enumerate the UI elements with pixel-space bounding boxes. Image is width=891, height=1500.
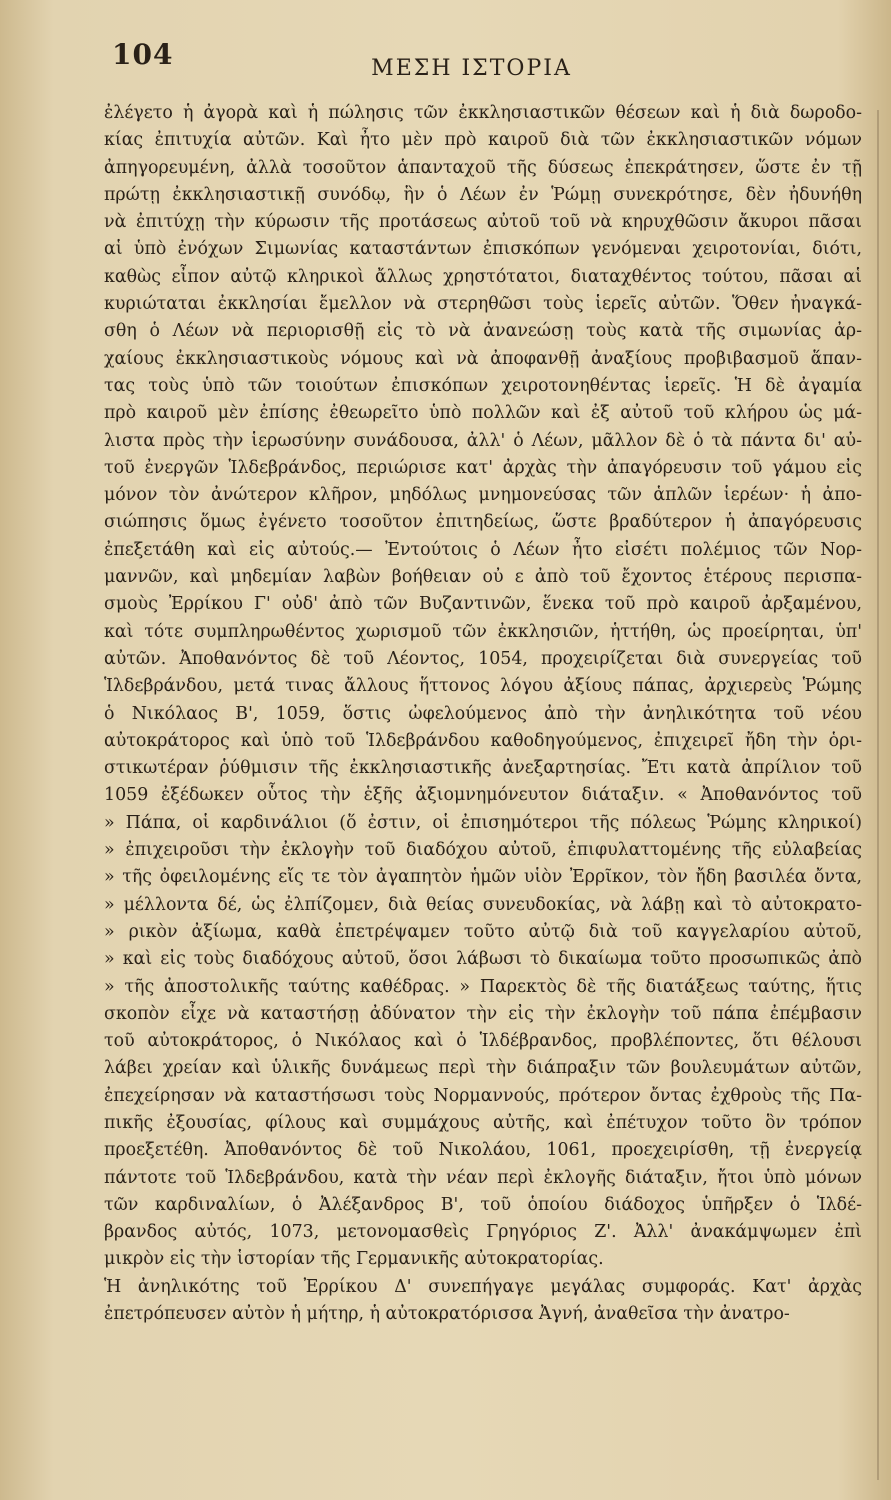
text-line: σκοπὸν εἶχε νὰ καταστήσῃ ἀδύνατον τὴν εἰς τὴν ἐκλογὴν τοῦ πάπα ἐπέμβασιν [104, 1003, 862, 1024]
text-line: Ἱλδεβράνδου, μετά τινας ἄλλους ἥττονος λόγου ἀξίους πάπας, ἀρχιερεὺς Ῥώμης [104, 676, 862, 697]
text-line: μαννῶν, καὶ μηδεμίαν λαβὼν βοήθειαν οὐ ε ἀπὸ τοῦ ἔχοντος ἑτέρους περισπα- [104, 567, 862, 588]
text-line: αὐτοκράτορος καὶ ὑπὸ τοῦ Ἱλδεβράνδου καθοδηγούμενος, ἐπιχειρεῖ ἤδη τὴν ὁρι- [104, 730, 862, 751]
text-line: πικῆς ἐξουσίας, φίλους καὶ συμμάχους αὐτῆς, καὶ ἐπέτυχον τοῦτο ὃν τρόπον [104, 1112, 862, 1133]
text-line: κίας ἐπιτυχία αὐτῶν. Καὶ ἦτο μὲν πρὸ καιροῦ διὰ τῶν ἐκκλησιαστικῶν νόμων [104, 130, 862, 151]
text-line: πάντοτε τοῦ Ἱλδεβράνδου, κατὰ τὴν νέαν περὶ ἐκλογῆς διάταξιν, ἤτοι ὑπὸ μόνων [104, 1167, 862, 1188]
text-line: σθη ὁ Λέων νὰ περιορισθῇ εἰς τὸ νὰ ἀνανεώσῃ τοὺς κατὰ τῆς σιμωνίας ἀρ- [104, 321, 862, 342]
page-edge-shadow [877, 110, 879, 1480]
text-line: ἀπηγορευμένη, ἀλλὰ τοσοῦτον ἁπανταχοῦ τῆς δύσεως ἐπεκράτησεν, ὥστε ἐν τῇ [104, 157, 862, 178]
text-line: προεξετέθη. Ἀποθανόντος δὲ τοῦ Νικολάου, 1061, προεχειρίσθη, τῇ ἐνεργείᾳ [104, 1140, 862, 1161]
text-line: » καὶ εἰς τοὺς διαδόχους αὐτοῦ, ὅσοι λάβωσι τὸ δικαίωμα τοῦτο προσωπικῶς ἀπὸ [104, 949, 862, 970]
body-text [104, 100, 862, 1328]
text-line: τας τοὺς ὑπὸ τῶν τοιούτων ἐπισκόπων χειροτονηθέντας ἱερεῖς. Ἡ δὲ ἀγαμία [104, 375, 862, 396]
text-line: σμοὺς Ἐρρίκου Γ' οὐδ' ἀπὸ τῶν Βυζαντινῶν, ἕνεκα τοῦ πρὸ καιροῦ ἀρξαμένου, [104, 594, 862, 615]
text-line: 1059 ἐξέδωκεν οὗτος τὴν ἑξῆς ἀξιομνημόνευτον διάταξιν. « Ἀποθανόντος τοῦ [104, 785, 862, 806]
text-line: » ρικὸν ἀξίωμα, καθὰ ἐπετρέψαμεν τοῦτο αὐτῷ διὰ τοῦ καγγελαρίου αὐτοῦ, [104, 921, 862, 942]
text-line: στικωτέραν ῥύθμισιν τῆς ἐκκλησιαστικῆς ἀνεξαρτησίας. Ἔτι κατὰ ἀπρίλιον τοῦ [104, 758, 862, 779]
text-line: ἐπεχείρησαν νὰ καταστήσωσι τοὺς Νορμαννούς, πρότερον ὄντας ἐχθροὺς τῆς Πα- [104, 1085, 862, 1106]
text-line: τοῦ αὐτοκράτορος, ὁ Νικόλαος καὶ ὁ Ἱλδέβρανδος, προβλέποντες, ὅτι θέλουσι [104, 1031, 862, 1052]
text-line: βρανδος αὐτός, 1073, μετονομασθεὶς Γρηγόριος Ζ'. Ἀλλ' ἀνακάμψωμεν ἐπὶ [104, 1222, 862, 1243]
text-line: τοῦ ἐνεργῶν Ἱλδεβράνδος, περιώρισε κατ' ἀρχὰς τὴν ἀπαγόρευσιν τοῦ γάμου εἰς [104, 457, 862, 478]
text-line: αὐτῶν. Ἀποθανόντος δὲ τοῦ Λέοντος, 1054, προχειρίζεται διὰ συνεργείας τοῦ [104, 648, 862, 669]
text-line: Ἡ ἀνηλικότης τοῦ Ἐρρίκου Δ' συνεπήγαγε μεγάλας συμφοράς. Κατ' ἀρχὰς [104, 1276, 862, 1297]
text-line: ἐπετρόπευσεν αὐτὸν ἡ μήτηρ, ἡ αὐτοκρατόρισσα Ἀγνή, ἀναθεῖσα τὴν ἀνατρο- [104, 1304, 790, 1325]
text-line: » ἐπιχειροῦσι τὴν ἐκλογὴν τοῦ διαδόχου αὐτοῦ, ἐπιφυλαττομένης τῆς εὐλαβείας [104, 840, 862, 861]
text-line: μικρὸν εἰς τὴν ἱστορίαν τῆς Γερμανικῆς αὐτοκρατορίας. [104, 1249, 604, 1270]
text-line: » Πάπα, οἱ καρδινάλιοι (ὅ ἐστιν, οἱ ἐπισημότεροι τῆς πόλεως Ῥώμης κληρικοί) [104, 812, 862, 833]
running-title: ΜΕΣΗ ΙΣΤΟΡΙΑ [371, 56, 572, 81]
text-line: ἐλέγετο ἡ ἀγορὰ καὶ ἡ πώλησις τῶν ἐκκλησιαστικῶν θέσεων καὶ ἡ διὰ δωροδο- [104, 103, 862, 123]
text-line: » τῆς ὀφειλομένης εἴς τε τὸν ἀγαπητὸν ἡμῶν υἱὸν Ἐρρῖκον, τὸν ἤδη βασιλέα ὄντα, [104, 867, 862, 888]
page-header [112, 38, 831, 82]
text-line: κυριώταται ἐκκλησίαι ἔμελλον νὰ στερηθῶσι τοὺς ἱερεῖς αὐτῶν. Ὅθεν ἠναγκά- [104, 294, 862, 315]
text-line: πρώτῃ ἐκκλησιαστικῇ συνόδῳ, ἣν ὁ Λέων ἐν Ῥώμῃ συνεκρότησε, δὲν ἠδυνήθη [104, 184, 862, 205]
text-line: ὁ Νικόλαος Β', 1059, ὅστις ὠφελούμενος ἀπὸ τὴν ἀνηλικότητα τοῦ νέου [104, 703, 862, 724]
text-line: αἱ ὑπὸ ἐνόχων Σιμωνίας καταστάντων ἐπισκόπων γενόμεναι χειροτονίαι, διότι, [104, 239, 862, 260]
text-line: μόνον τὸν ἀνώτερον κλῆρον, μηδόλως μνημονεύσας τῶν ἁπλῶν ἱερέων· ἡ ἀπο- [104, 485, 862, 506]
text-line: λιστα πρὸς τὴν ἱερωσύνην συνάδουσα, ἀλλ' ὁ Λέων, μᾶλλον δὲ ὁ τὰ πάντα δι' αὐ- [104, 430, 862, 451]
page-number: 104 [112, 38, 174, 71]
text-line: σιώπησις ὅμως ἐγένετο τοσοῦτον ἐπιτηδείως, ὥστε βραδύτερον ἡ ἀπαγόρευσις [104, 512, 862, 533]
text-line: νὰ ἐπιτύχῃ τὴν κύρωσιν τῆς προτάσεως αὐτοῦ τοῦ νὰ κηρυχθῶσιν ἄκυροι πᾶσαι [104, 212, 862, 233]
text-line: καθὼς εἶπον αὐτῷ κληρικοὶ ἄλλως χρηστότατοι, διαταχθέντος τούτου, πᾶσαι αἱ [104, 266, 862, 287]
text-line: πρὸ καιροῦ μὲν ἐπίσης ἐθεωρεῖτο ὑπὸ πολλῶν καὶ ἐξ αὐτοῦ τοῦ κλήρου ὡς μά- [104, 403, 862, 424]
text-line: ἐπεξετάθη καὶ εἰς αὐτούς.— Ἐντούτοις ὁ Λέων ἦτο εἰσέτι πολέμιος τῶν Νορ- [104, 539, 862, 560]
text-line: » μέλλοντα δέ, ὡς ἐλπίζομεν, διὰ θείας συνευδοκίας, νὰ λάβῃ καὶ τὸ αὐτοκρατο- [104, 894, 862, 915]
text-line: » τῆς ἀποστολικῆς ταύτης καθέδρας. » Παρεκτὸς δὲ τῆς διατάξεως ταύτης, ἥτις [104, 976, 862, 997]
text-line: χαίους ἐκκλησιαστικοὺς νόμους καὶ νὰ ἀποφανθῇ ἀναξίους προβιβασμοῦ ἅπαν- [104, 348, 862, 369]
text-line: καὶ τότε συμπληρωθέντος χωρισμοῦ τῶν ἐκκλησιῶν, ἡττήθη, ὡς προείρηται, ὑπ' [104, 621, 862, 642]
text-line: λάβει χρείαν καὶ ὑλικῆς δυνάμεως περὶ τὴν διάπραξιν τῶν βουλευμάτων αὐτῶν, [104, 1058, 862, 1079]
text-line: τῶν καρδιναλίων, ὁ Ἀλέξανδρος Β', τοῦ ὁποίου διάδοχος ὑπῆρξεν ὁ Ἱλδέ- [104, 1194, 862, 1215]
